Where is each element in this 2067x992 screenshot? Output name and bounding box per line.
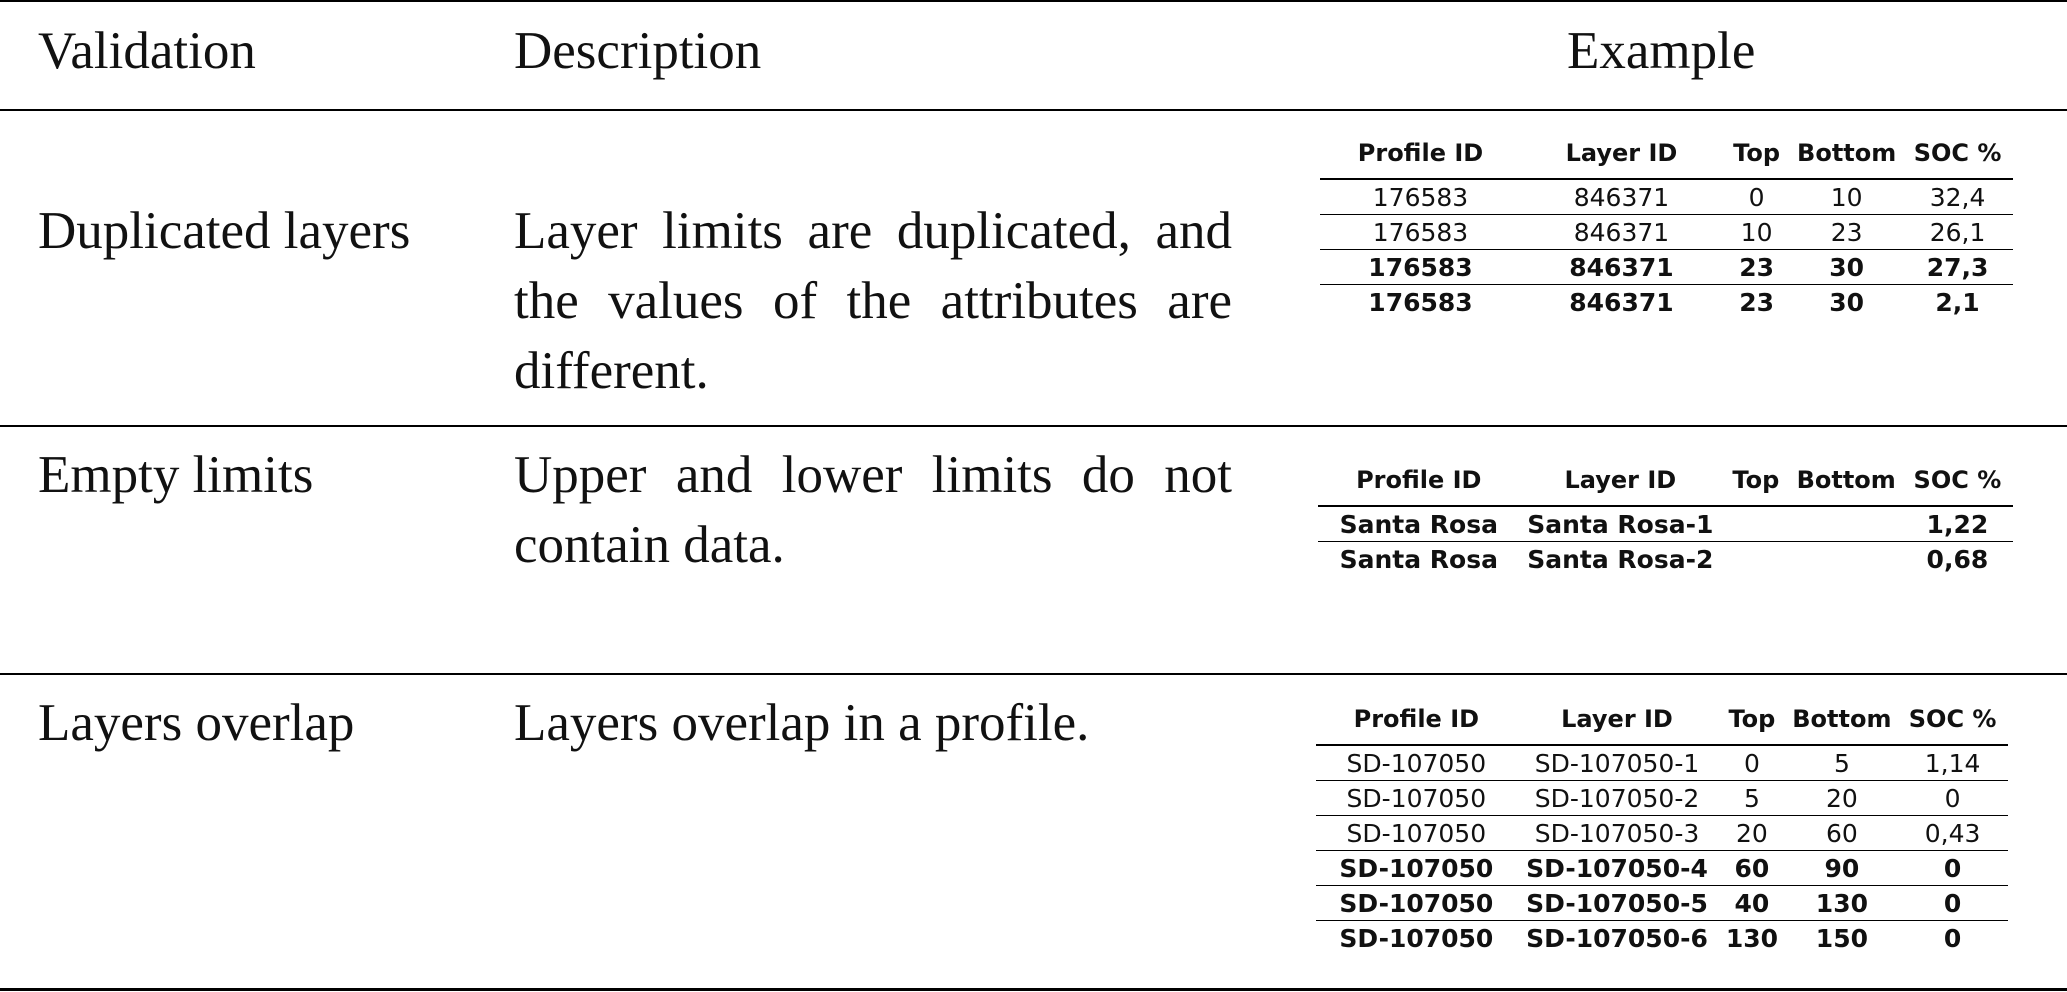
example-cell: 32,4 — [1902, 179, 2013, 215]
example-cell: 20 — [1717, 816, 1786, 851]
example-column-header: SOC % — [1902, 128, 2013, 179]
example-cell: 40 — [1717, 886, 1786, 921]
row-description: Layer limits are duplicated, and the values of the attributes are different. — [514, 202, 1232, 400]
example-row — [1316, 886, 2008, 921]
example-row — [1320, 215, 2013, 250]
example-cell: 10 — [1791, 179, 1902, 215]
example-column-header: Bottom — [1787, 694, 1898, 745]
example-cell: 130 — [1787, 886, 1898, 921]
example-table — [1316, 694, 2008, 955]
example-cell: 2,1 — [1935, 287, 1980, 317]
header-rule — [0, 109, 2067, 111]
example-cell: SD-107050-5 — [1517, 886, 1718, 921]
example-cell: SD-107050-6 — [1526, 923, 1708, 953]
example-cell: 0 — [1717, 745, 1786, 781]
row-divider-1 — [0, 425, 2067, 427]
example-cell: SD-107050-3 — [1517, 816, 1718, 851]
header-description: Description — [514, 22, 762, 80]
example-cell: 0,68 — [1926, 544, 1989, 574]
row-description: Upper and lower limits do not contain data. — [514, 446, 1232, 574]
example-cell: SD-107050 — [1316, 745, 1517, 781]
example-row — [1316, 781, 2008, 816]
example-cell: 5 — [1717, 781, 1786, 816]
example-cell: 60 — [1717, 851, 1786, 886]
example-row — [1316, 745, 2008, 781]
example-cell: 60 — [1787, 816, 1898, 851]
example-cell: 30 — [1791, 250, 1902, 285]
bottom-rule — [0, 988, 2067, 991]
example-column-header: Layer ID — [1520, 455, 1722, 506]
example-cell: 20 — [1787, 781, 1898, 816]
example-row — [1316, 921, 2008, 956]
example-cell: Santa Rosa-1 — [1520, 506, 1722, 542]
example-cell: 150 — [1815, 923, 1868, 953]
row-validation: Layers overlap — [38, 694, 355, 752]
example-cell: SD-107050 — [1316, 816, 1517, 851]
example-row — [1320, 285, 2013, 320]
row-validation: Empty limits — [38, 446, 314, 504]
example-header-row — [1320, 128, 2013, 179]
row-validation: Duplicated layers — [38, 202, 411, 260]
example-cell: 23 — [1722, 250, 1791, 285]
example-cell: 0 — [1897, 781, 2008, 816]
example-cell: 846371 — [1521, 179, 1722, 215]
example-cell: 23 — [1791, 215, 1902, 250]
example-row — [1316, 816, 2008, 851]
example-cell: SD-107050-4 — [1517, 851, 1718, 886]
example-cell: SD-107050 — [1339, 923, 1494, 953]
example-header-row — [1316, 694, 2008, 745]
example-cell: 176583 — [1320, 179, 1521, 215]
example-column-header: Profile ID — [1316, 694, 1517, 745]
example-cell: 1,22 — [1902, 506, 2013, 542]
header-validation: Validation — [38, 22, 256, 80]
example-cell — [1721, 506, 1791, 542]
example-cell: 27,3 — [1902, 250, 2013, 285]
example-column-header: SOC % — [1902, 455, 2013, 506]
example-cell: 5 — [1787, 745, 1898, 781]
example-cell: Santa Rosa — [1339, 544, 1498, 574]
example-column-header: Layer ID — [1517, 694, 1718, 745]
example-column-header: Profile ID — [1318, 455, 1520, 506]
example-cell: Santa Rosa-2 — [1527, 544, 1714, 574]
example-cell: 90 — [1787, 851, 1898, 886]
example-column-header: SOC % — [1897, 694, 2008, 745]
example-column-header: Layer ID — [1521, 128, 1722, 179]
example-cell: 0,43 — [1897, 816, 2008, 851]
example-cell: SD-107050 — [1316, 781, 1517, 816]
example-cell: SD-107050-1 — [1517, 745, 1718, 781]
top-rule — [0, 0, 2067, 2]
example-cell: 176583 — [1320, 215, 1521, 250]
example-cell: 1,14 — [1897, 745, 2008, 781]
example-column-header: Profile ID — [1320, 128, 1521, 179]
example-cell: 0 — [1897, 851, 2008, 886]
example-cell: 0 — [1897, 886, 2008, 921]
example-column-header: Top — [1722, 128, 1791, 179]
example-cell: 23 — [1739, 287, 1774, 317]
example-cell: 846371 — [1521, 250, 1722, 285]
example-cell: SD-107050-2 — [1517, 781, 1718, 816]
header-example: Example — [1567, 22, 1756, 80]
example-cell — [1791, 506, 1902, 542]
example-cell — [1791, 542, 1902, 577]
example-row — [1320, 250, 2013, 285]
example-cell: 176583 — [1368, 287, 1473, 317]
example-table — [1318, 455, 2013, 576]
example-cell: SD-107050 — [1316, 851, 1517, 886]
example-cell: SD-107050 — [1316, 886, 1517, 921]
example-cell: 10 — [1722, 215, 1791, 250]
example-cell — [1721, 542, 1791, 577]
example-header-row — [1318, 455, 2013, 506]
example-table — [1320, 128, 2013, 319]
example-cell: 176583 — [1320, 250, 1521, 285]
example-row — [1316, 851, 2008, 886]
example-column-header: Bottom — [1791, 455, 1902, 506]
example-cell: 130 — [1725, 923, 1779, 953]
row-description: Layers overlap in a profile. — [514, 694, 1090, 752]
example-row — [1318, 542, 2013, 577]
example-cell: Santa Rosa — [1318, 506, 1520, 542]
example-column-header: Bottom — [1791, 128, 1902, 179]
example-row — [1318, 506, 2013, 542]
example-cell: 30 — [1829, 287, 1865, 317]
example-cell: 0 — [1943, 923, 1962, 953]
example-column-header: Top — [1717, 694, 1786, 745]
example-cell: 846371 — [1521, 215, 1722, 250]
example-cell: 846371 — [1569, 287, 1674, 317]
example-cell: 0 — [1722, 179, 1791, 215]
example-column-header: Top — [1721, 455, 1791, 506]
row-divider-2 — [0, 673, 2067, 675]
example-cell: 26,1 — [1902, 215, 2013, 250]
example-row — [1320, 179, 2013, 215]
